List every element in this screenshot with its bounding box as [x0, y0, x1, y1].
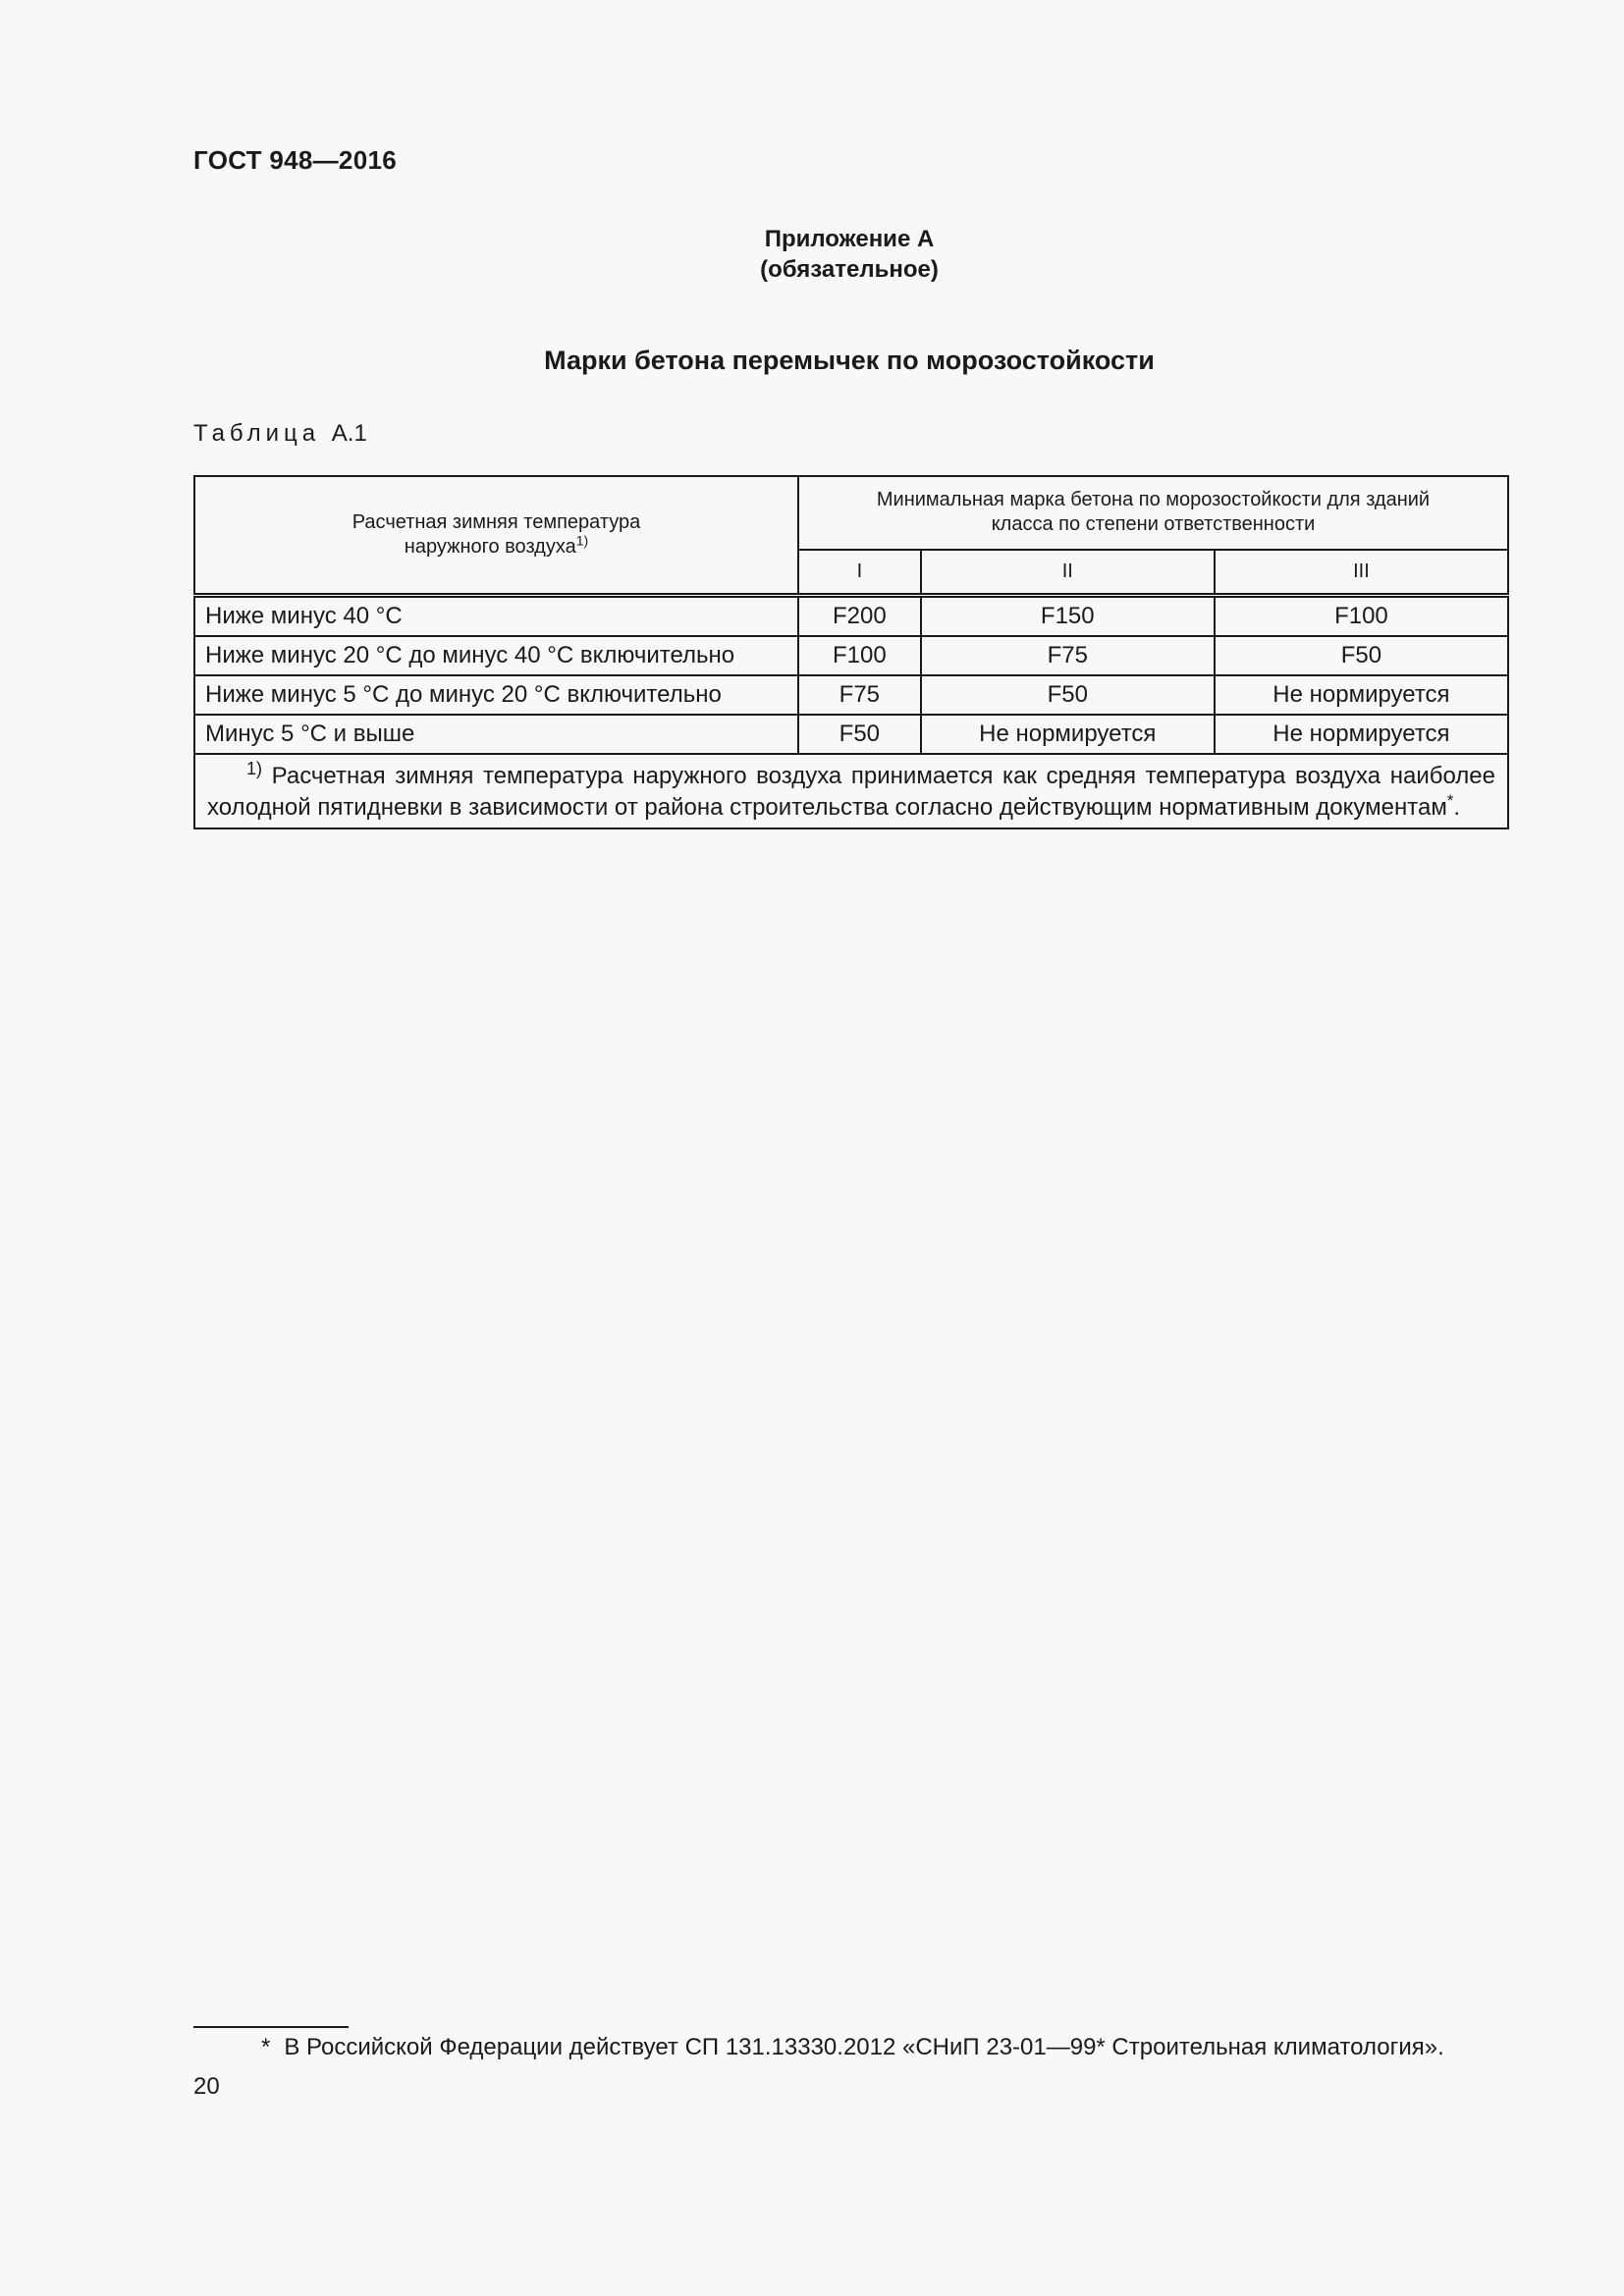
table-note — [194, 754, 1508, 828]
header-temperature-line2: наружного воздуха — [404, 536, 576, 558]
header-min-grade-line1: Минимальная марка бетона по морозостойкости для зданий — [876, 489, 1431, 511]
frost-resistance-table — [193, 475, 1509, 829]
appendix-status: (обязательное) — [760, 256, 939, 283]
table-note-row — [194, 754, 1508, 828]
appendix-title: Приложение А — [764, 226, 935, 252]
page-number: 20 — [193, 2073, 220, 2100]
header-temperature — [194, 476, 798, 596]
header-class-2: II — [921, 550, 1215, 596]
header-class-1: I — [798, 550, 921, 596]
appendix-heading — [0, 224, 1624, 285]
table-row — [194, 675, 1508, 715]
footnote-star: * — [261, 2034, 271, 2060]
row-value-class-2: F50 — [921, 675, 1215, 715]
footnote-divider — [193, 2026, 349, 2028]
row-value-class-1: F50 — [798, 715, 921, 754]
table-row — [194, 715, 1508, 754]
header-min-grade-line2: класса по степени ответственности — [991, 513, 1316, 536]
note-end: . — [1453, 794, 1461, 821]
section-title: Марки бетона перемычек по морозостойкости — [544, 346, 1155, 375]
table-caption-number: А.1 — [331, 420, 367, 447]
row-value-class-3: Не нормируется — [1215, 715, 1508, 754]
page-footnote — [261, 2034, 1444, 2061]
note-text: Расчетная зимняя температура наружного воздуха принимается как средняя температура воздуха наиболее холодной пятидневки в зависимости от района строительства согласно действующим нормативным документам — [207, 763, 1495, 821]
row-value-class-1: F100 — [798, 636, 921, 675]
row-value-class-2: F150 — [921, 596, 1215, 637]
row-value-class-1: F75 — [798, 675, 921, 715]
row-temperature: Ниже минус 40 °С — [194, 596, 798, 637]
header-temperature-line1: Расчетная зимняя температура — [352, 511, 641, 533]
row-value-class-3: Не нормируется — [1215, 675, 1508, 715]
footnote-text: В Российской Федерации действует СП 131.13330.2012 «СНиП 23-01—99* Строительная климатология». — [284, 2034, 1444, 2060]
document-code: ГОСТ 948—2016 — [193, 145, 397, 175]
row-value-class-2: Не нормируется — [921, 715, 1215, 754]
table-caption — [193, 420, 367, 448]
row-temperature: Ниже минус 5 °С до минус 20 °С включительно — [194, 675, 798, 715]
note-marker: 1) — [246, 759, 263, 778]
note-star: * — [1446, 791, 1454, 810]
header-min-grade — [798, 476, 1508, 550]
row-value-class-2: F75 — [921, 636, 1215, 675]
header-class-3: III — [1215, 550, 1508, 596]
header-footnote-marker: 1) — [575, 532, 589, 549]
row-temperature: Минус 5 °С и выше — [194, 715, 798, 754]
table-row — [194, 636, 1508, 675]
table-row — [194, 596, 1508, 637]
row-value-class-3: F50 — [1215, 636, 1508, 675]
table-caption-word: Таблица — [193, 420, 321, 447]
row-temperature: Ниже минус 20 °С до минус 40 °С включительно — [194, 636, 798, 675]
row-value-class-3: F100 — [1215, 596, 1508, 637]
row-value-class-1: F200 — [798, 596, 921, 637]
